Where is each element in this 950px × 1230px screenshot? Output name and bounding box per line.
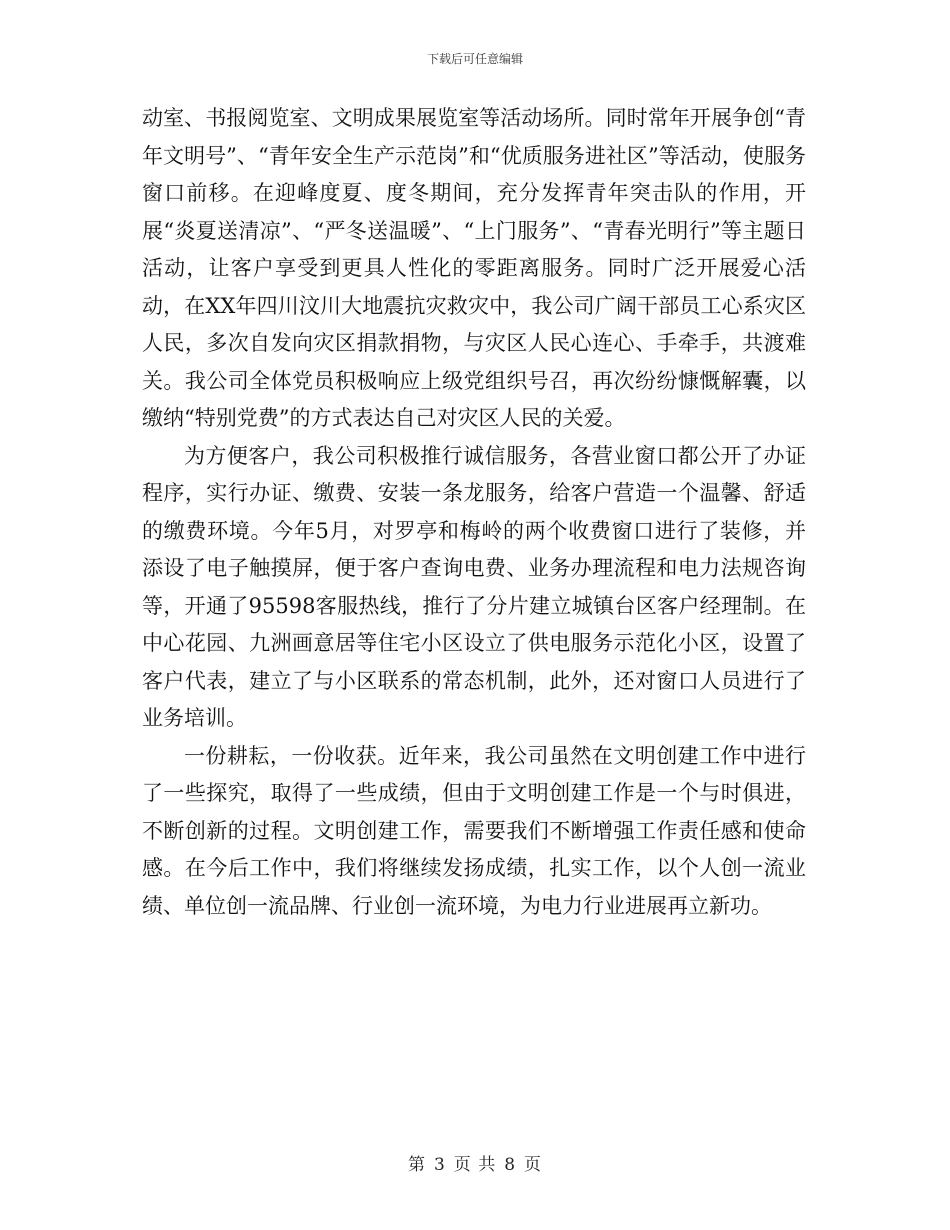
paragraph-continuation: 动室、书报阅览室、文明成果展览室等活动场所。同时常年开展争创“青年文明号”、“青年安全生产示范岗”和“优质服务进社区”等活动，使服务窗口前移。在迎峰度夏、度冬期间，充分发挥青年突击队的作用，开展“炎夏送清凉”、“严冬送温暖”、“上门服务”、“青春光明行”等主题日活动，让客户享受到更具人性化的零距离服务。同时广泛开展爱心活动，在XX年四川汶川大地震抗灾救灾中，我公司广阔干部员工心系灾区人民，多次自发向灾区捐款捐物，与灾区人民心连心、手牵手，共渡难关。我公司全体党员积极响应上级党组织号召，再次纷纷慷慨解囊，以缴纳“特别党费”的方式表达自己对灾区人民的关爱。 [142, 106, 806, 430]
current-page-number: 3 [433, 1155, 446, 1175]
paragraph-customer-service: 为方便客户，我公司积极推行诚信服务，各营业窗口都公开了办证程序，实行办证、缴费、安装一条龙服务，给客户营造一个温馨、舒适的缴费环境。今年5月，对罗亭和梅岭的两个收费窗口进行了装修，并添设了电子触摸屏，便于客户查询电费、业务办理流程和电力法规咨询等，开通了95598客服热线，推行了分片建立城镇台区客户经理制。在中心花园、九洲画意居等住宅小区设立了供电服务示范化小区，设置了客户代表，建立了与小区联系的常态机制，此外，还对窗口人员进行了业务培训。 [142, 443, 806, 730]
page-footer [0, 1150, 950, 1175]
total-pages-number: 8 [504, 1155, 517, 1175]
footer-middle: 页 共 [453, 1155, 497, 1175]
document-body [142, 100, 806, 925]
page-header: 下载后可任意编辑 [426, 52, 523, 66]
footer-suffix: 页 [524, 1155, 543, 1175]
footer-prefix: 第 [407, 1155, 426, 1175]
paragraph-conclusion: 一份耕耘，一份收获。近年来，我公司虽然在文明创建工作中进行了一些探究，取得了一些成绩，但由于文明创建工作是一个与时俱进，不断创新的过程。文明创建工作，需要我们不断增强工作责任感和使命感。在今后工作中，我们将继续发扬成绩，扎实工作，以个人创一流业绩、单位创一流品牌、行业创一流环境，为电力行业进展再立新功。 [142, 743, 806, 918]
